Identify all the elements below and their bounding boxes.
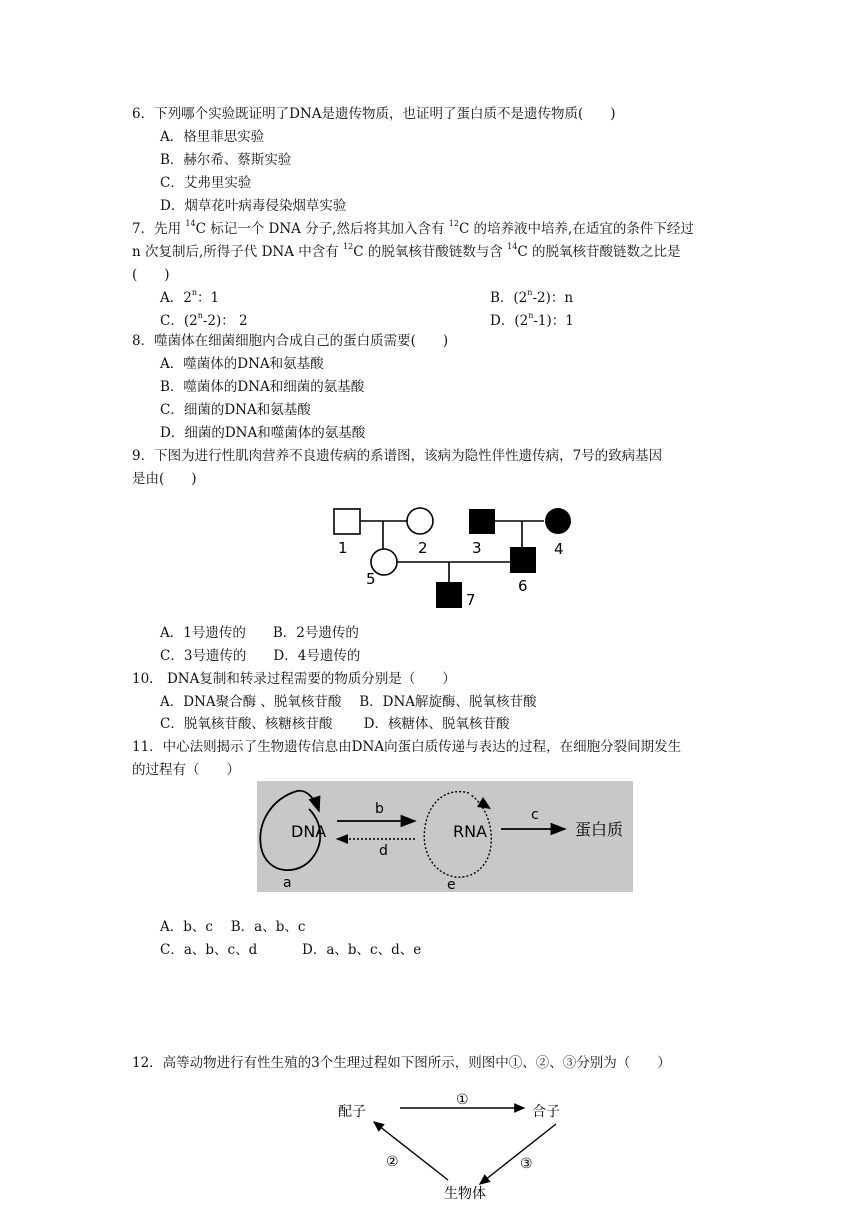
q11-stem-line1: 11．中心法则揭示了生物遗传信息由DNA向蛋白质传递与表达的过程，在细胞分裂间期发生	[132, 739, 682, 755]
gamete-label: 配子	[338, 1104, 366, 1120]
pedigree-female-4-symbol	[545, 508, 571, 534]
rna-label: RNA	[453, 822, 488, 841]
q8-option-c: C．细菌的DNA和氨基酸	[160, 402, 311, 418]
q8-option-b: B．噬菌体的DNA和细菌的氨基酸	[160, 379, 365, 395]
pedigree-label-7: 7	[466, 591, 476, 609]
q9-stem-line1: 9．下图为进行性肌肉营养不良遗传病的系谱图，该病为隐性伴性遗传病，7号的致病基因	[132, 448, 663, 464]
number-3: ③	[520, 1156, 533, 1172]
q9-stem-line2: 是由( )	[132, 471, 197, 487]
q6-option-b: B．赫尔希、蔡斯实验	[160, 152, 292, 168]
q7-option-a: A．2$^n$：1	[160, 288, 220, 306]
number-1: ①	[456, 1092, 469, 1108]
q6-stem: 6．下列哪个实验既证明了DNA是遗传物质，也证明了蛋白质不是遗传物质( )	[132, 106, 616, 122]
pedigree-label-2: 2	[418, 539, 428, 557]
q11-options-row2: C．a、b、c、d D．a、b、c、d、e	[160, 942, 422, 958]
q7-stem-line3: ( )	[132, 267, 170, 283]
q11-options-row1: A．b、c B．a、b、c	[160, 919, 306, 935]
protein-label: 蛋白质	[575, 820, 624, 839]
pedigree-female-2-symbol	[407, 508, 433, 534]
label-b: b	[375, 801, 384, 817]
q8-option-a: A．噬菌体的DNA和氨基酸	[160, 356, 324, 372]
q10-options-row1: A．DNA聚合酶 、脱氧核苷酸 B．DNA解旋酶、脱氧核苷酸	[160, 694, 537, 710]
q6-option-d: D．烟草花叶病毒侵染烟草实验	[160, 198, 347, 214]
label-c: c	[531, 807, 539, 823]
central-dogma-diagram	[257, 781, 633, 892]
pedigree-male-6-symbol	[510, 547, 536, 573]
q6-option-c: C．艾弗里实验	[160, 175, 252, 191]
dna-label: DNA	[291, 822, 327, 841]
reproduction-cycle-diagram	[330, 1088, 570, 1204]
pedigree-label-3: 3	[472, 539, 482, 557]
q10-stem: 10. DNA复制和转录过程需要的物质分别是（ ）	[132, 671, 456, 687]
q7-stem-line1: 7．先用 $^{14}$C 标记一个 DNA 分子,然后将其加入含有 $^{12}$C 的培养液中培养,在适宜的条件下经过	[132, 219, 694, 237]
pedigree-label-4: 4	[554, 540, 564, 558]
arrow-2-organism-to-gamete	[374, 1122, 448, 1180]
organism-label: 生物体	[444, 1186, 486, 1202]
q7-option-b: B．(2$^n$-2)：n	[490, 288, 574, 306]
number-2: ②	[386, 1154, 399, 1170]
pedigree-male-3-symbol	[469, 509, 495, 534]
label-e: e	[447, 877, 456, 892]
pedigree-label-6: 6	[518, 577, 528, 595]
q12-stem: 12．高等动物进行有性生殖的3个生理过程如下图所示，则图中①、②、③分别为（ ）	[132, 1055, 671, 1071]
q10-options-row2: C．脱氧核苷酸、核糖核苷酸 D．核糖体、脱氧核苷酸	[160, 716, 510, 732]
pedigree-label-5: 5	[366, 570, 376, 588]
q9-options-row1: A．1号遗传的 B．2号遗传的	[160, 625, 359, 641]
q9-options-row2: C．3号遗传的 D．4号遗传的	[160, 648, 361, 664]
pedigree-male-7-symbol	[436, 582, 462, 608]
label-d: d	[379, 843, 388, 859]
arrow-3-zygote-to-organism	[480, 1124, 556, 1184]
pedigree-label-1: 1	[338, 539, 348, 557]
q8-stem: 8．噬菌体在细菌细胞内合成自己的蛋白质需要( )	[132, 333, 449, 349]
pedigree-chart	[320, 500, 590, 620]
q8-option-d: D．细菌的DNA和噬菌体的氨基酸	[160, 425, 366, 441]
q7-stem-line2: n 次复制后,所得子代 DNA 中含有 $^{12}$C 的脱氧核苷酸链数与含 $^{14}$C 的脱氧核苷酸链数之比是	[132, 242, 681, 260]
q6-option-a: A．格里菲思实验	[160, 129, 265, 145]
label-a: a	[283, 875, 292, 891]
q11-stem-line2: 的过程有（ ）	[132, 762, 240, 778]
zygote-label: 合子	[532, 1104, 560, 1120]
pedigree-male-1-symbol	[334, 509, 360, 534]
q7-option-c: C．(2$^n$-2)： 2	[160, 311, 248, 329]
q7-option-d: D．(2$^n$-1)：1	[490, 311, 574, 329]
